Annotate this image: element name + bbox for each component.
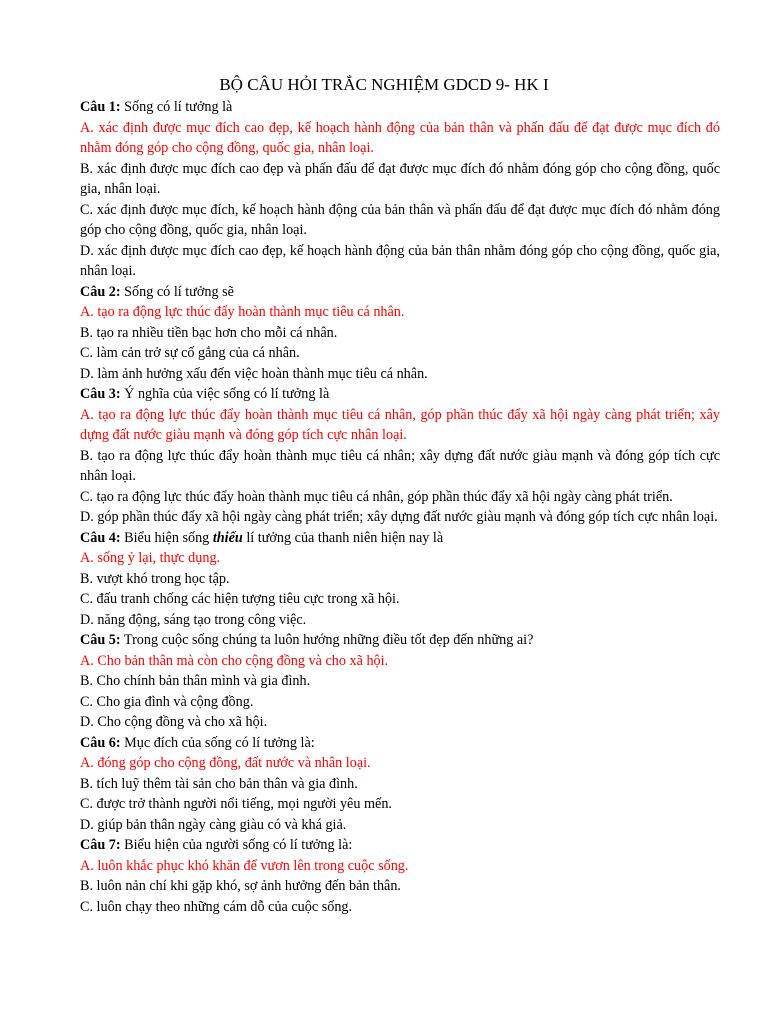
- question-5-stem: [80, 630, 720, 651]
- question-7-option-c: C. luôn chạy theo những cám dỗ của cuộc sống.: [80, 898, 353, 915]
- question-5-option-c: C. Cho gia đình và cộng đồng.: [80, 693, 254, 710]
- question-2-stem: [80, 282, 720, 303]
- question-label: Câu 3:: [80, 386, 121, 402]
- question-1-option-b: B. xác định được mục đích cao đẹp và phấn đấu để đạt được mục đích đó nhằm đóng góp cho cộng đồng, quốc gia, nhân loại.: [80, 160, 720, 197]
- question-text-emphasis: thiếu: [212, 529, 243, 546]
- question-5-option-d: D. Cho cộng đồng và cho xã hội.: [80, 714, 268, 730]
- question-label: Câu 4:: [80, 529, 121, 546]
- question-3: [80, 384, 720, 528]
- question-7-stem: [80, 835, 720, 856]
- question-6-stem: [80, 733, 720, 754]
- question-text: Mục đích của sống có lí tưởng là:: [120, 734, 315, 751]
- question-4-stem: [80, 528, 720, 549]
- question-6: [80, 733, 720, 836]
- question-label: Câu 2:: [80, 283, 121, 300]
- question-text: Trong cuộc sống chúng ta luôn hướng những điều tốt đẹp đến những ai?: [120, 632, 534, 648]
- question-5-option-b: B. Cho chính bản thân mình và gia đình.: [80, 673, 311, 689]
- question-1-option-a-correct: A. xác định được mục đích cao đẹp, kế hoạch hành động của bản thân và phấn đấu để đạt được mục đích đó nhằm đóng góp cho cộng đồng, quốc gia, nhân loại.: [80, 119, 720, 156]
- question-text: Ý nghĩa của việc sống có lí tưởng là: [120, 386, 330, 402]
- question-1-option-d: D. xác định được mục đích cao đẹp, kế hoạch hành động của bản thân nhằm đóng góp cho cộng đồng, quốc gia, nhân loại.: [80, 242, 720, 279]
- question-5: [80, 630, 720, 733]
- question-6-option-b: B. tích luỹ thêm tài sản cho bản thân và gia đình.: [80, 775, 358, 792]
- question-label: Câu 6:: [80, 734, 121, 751]
- question-1-stem: [80, 97, 720, 118]
- question-label: Câu 5:: [80, 632, 121, 648]
- question-text: Sống có lí tưởng là: [120, 99, 233, 115]
- question-5-option-a-correct: A. Cho bản thân mà còn cho cộng đồng và cho xã hội.: [80, 652, 389, 669]
- question-text-after: lí tưởng của thanh niên hiện nay là: [242, 529, 444, 546]
- question-3-stem: [80, 384, 720, 405]
- document-title: BỘ CÂU HỎI TRẮC NGHIỆM GDCD 9- HK I: [219, 75, 549, 94]
- question-1-option-c: C. xác định được mục đích, kế hoạch hành động của bản thân và phấn đấu để đạt được mục đích đó nhằm đóng góp cho cộng đồng, quốc gia, nhân loại.: [80, 201, 720, 238]
- question-3-option-c: C. tạo ra động lực thúc đẩy hoàn thành mục tiêu cá nhân, góp phần thúc đẩy xã hội ngày càng phát triển.: [80, 488, 673, 505]
- question-2-option-c: C. làm cản trở sự cố gắng của cá nhân.: [80, 345, 300, 361]
- question-text-before: Biểu hiện sống: [120, 529, 213, 546]
- question-7-option-a-correct: A. luôn khắc phục khó khăn để vươn lên trong cuộc sống.: [80, 857, 409, 874]
- question-2-option-b: B. tạo ra nhiều tiền bạc hơn cho mỗi cá nhân.: [80, 324, 338, 341]
- question-3-option-a-correct: A. tạo ra động lực thúc đẩy hoàn thành mục tiêu cá nhân, góp phần thúc đẩy xã hội ngày càng phát triển; xây dựng đất nước giàu mạnh và đóng góp tích cực nhân loại.: [80, 406, 720, 443]
- question-4: [80, 528, 720, 631]
- question-2: [80, 282, 720, 385]
- question-4-option-c: C. đấu tranh chống các hiện tượng tiêu cực trong xã hội.: [80, 591, 400, 607]
- question-7: [80, 835, 720, 917]
- question-list: [80, 97, 720, 917]
- question-2-option-a-correct: A. tạo ra động lực thúc đẩy hoàn thành mục tiêu cá nhân.: [80, 304, 405, 320]
- question-text: Sống có lí tưởng sẽ: [120, 283, 234, 300]
- question-1: [80, 97, 720, 282]
- question-3-option-d: D. góp phần thúc đẩy xã hội ngày càng phát triển; xây dựng đất nước giàu mạnh và đóng góp tích cực nhân loại.: [80, 509, 718, 525]
- question-label: Câu 1:: [80, 99, 121, 115]
- question-text: Biểu hiện của người sống có lí tưởng là:: [120, 837, 353, 853]
- question-4-option-b: B. vượt khó trong học tập.: [80, 570, 230, 587]
- question-7-option-b: B. luôn nản chí khi gặp khó, sợ ảnh hưởng đến bản thân.: [80, 878, 401, 894]
- question-4-option-d: D. năng động, sáng tạo trong công việc.: [80, 611, 307, 628]
- question-6-option-c: C. được trở thành người nổi tiếng, mọi người yêu mến.: [80, 796, 392, 812]
- question-4-option-a-correct: A. sống ỷ lại, thực dụng.: [80, 550, 221, 566]
- question-6-option-a-correct: A. đóng góp cho cộng đồng, đất nước và nhân loại.: [80, 755, 371, 771]
- question-3-option-b: B. tạo ra động lực thúc đẩy hoàn thành mục tiêu cá nhân; xây dựng đất nước giàu mạnh và đóng góp tích cực nhân loại.: [80, 447, 720, 484]
- question-6-option-d: D. giúp bản thân ngày càng giàu có và khá giả.: [80, 816, 347, 833]
- question-label: Câu 7:: [80, 837, 121, 853]
- question-2-option-d: D. làm ảnh hưởng xấu đến việc hoàn thành mục tiêu cá nhân.: [80, 365, 428, 382]
